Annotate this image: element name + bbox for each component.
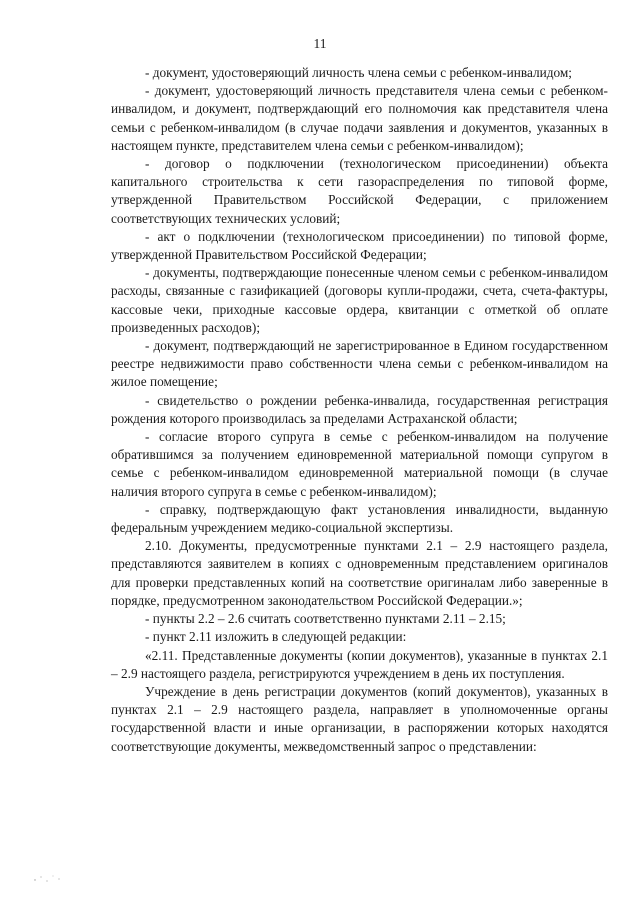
list-item-property-rights: - документ, подтверждающий не зарегистрированное в Едином государственном реестре недвижимости право собственности члена семьи с ребенком-инвалидом на жилое помещение;	[111, 338, 608, 390]
list-item-disability-certificate: - справку, подтверждающую факт установления инвалидности, выданную федеральным учреждением медико-социальной экспертизы.	[111, 501, 608, 536]
list-item-connection-contract: - договор о подключении (технологическом присоединении) объекта капитального строительства к сети газораспределения по типовой форме, утвержденной Правительством Российской Федерации, с приложением соответствующих технических условий;	[111, 156, 608, 226]
list-item-connection-act: - акт о подключении (технологическом присоединении) по типовой форме, утвержденной Правительством Российской Федерации;	[111, 228, 608, 263]
document-body	[111, 64, 608, 756]
amendment-renumber: - пункты 2.2 – 2.6 считать соответственно пунктами 2.11 – 2.15;	[145, 611, 506, 627]
clause-2-10: 2.10. Документы, предусмотренные пунктами 2.1 – 2.9 настоящего раздела, представляются заявителем в копиях с одновременным представлением оригиналов для проверки представленных копий на соответствие оригиналам либо заверенные в порядке, предусмотренном законодательством Российской Федерации.»;	[111, 538, 608, 608]
list-item-birth-certificate: - свидетельство о рождении ребенка-инвалида, государственная регистрация рождения которого производилась за пределами Астраханской области;	[111, 392, 608, 426]
clause-2-11: «2.11. Представленные документы (копии документов), указанные в пунктах 2.1 – 2.9 настоящего раздела, регистрируются учреждением в день их поступления.	[111, 647, 608, 681]
page-number: 11	[313, 36, 327, 51]
list-item-expense-documents: - документы, подтверждающие понесенные членом семьи с ребенком-инвалидом расходы, связанные с газификацией (договоры купли-продажи, счета, счета-фактуры, кассовые чеки, приходные кассовые ордера, квитанции с отметкой об оплате произведенных расходов);	[111, 265, 608, 335]
scan-noise-specks	[30, 870, 80, 886]
list-item-representative-id: - документ, удостоверяющий личность представителя члена семьи с ребенком-инвалидом, и документ, подтверждающий его полномочия как представителя члена семьи с ребенком-инвалидом (в случае подачи заявления и документов, указанных в настоящем пункте, представителем члена семьи с ребенком-инвалидом);	[111, 83, 608, 153]
amendment-restate: - пункт 2.11 изложить в следующей редакции:	[145, 629, 407, 645]
interagency-request-paragraph: Учреждение в день регистрации документов (копий документов), указанных в пунктах 2.1 – 2.9 настоящего раздела, направляет в уполномоченные органы государственной власти и иные организации, в распоряжении которых находятся соответствующие документы, межведомственный запрос о представлении:	[111, 683, 608, 754]
list-item-spouse-consent: - согласие второго супруга в семье с ребенком-инвалидом на получение обратившимся за получением единовременной материальной помощи супругом в семье с ребенком-инвалидом единовременной материальной помощи (в случае наличия второго супруга в семье с ребенком-инвалидом);	[111, 429, 608, 499]
list-item-family-member-id: - документ, удостоверяющий личность члена семьи с ребенком-инвалидом;	[145, 65, 573, 80]
